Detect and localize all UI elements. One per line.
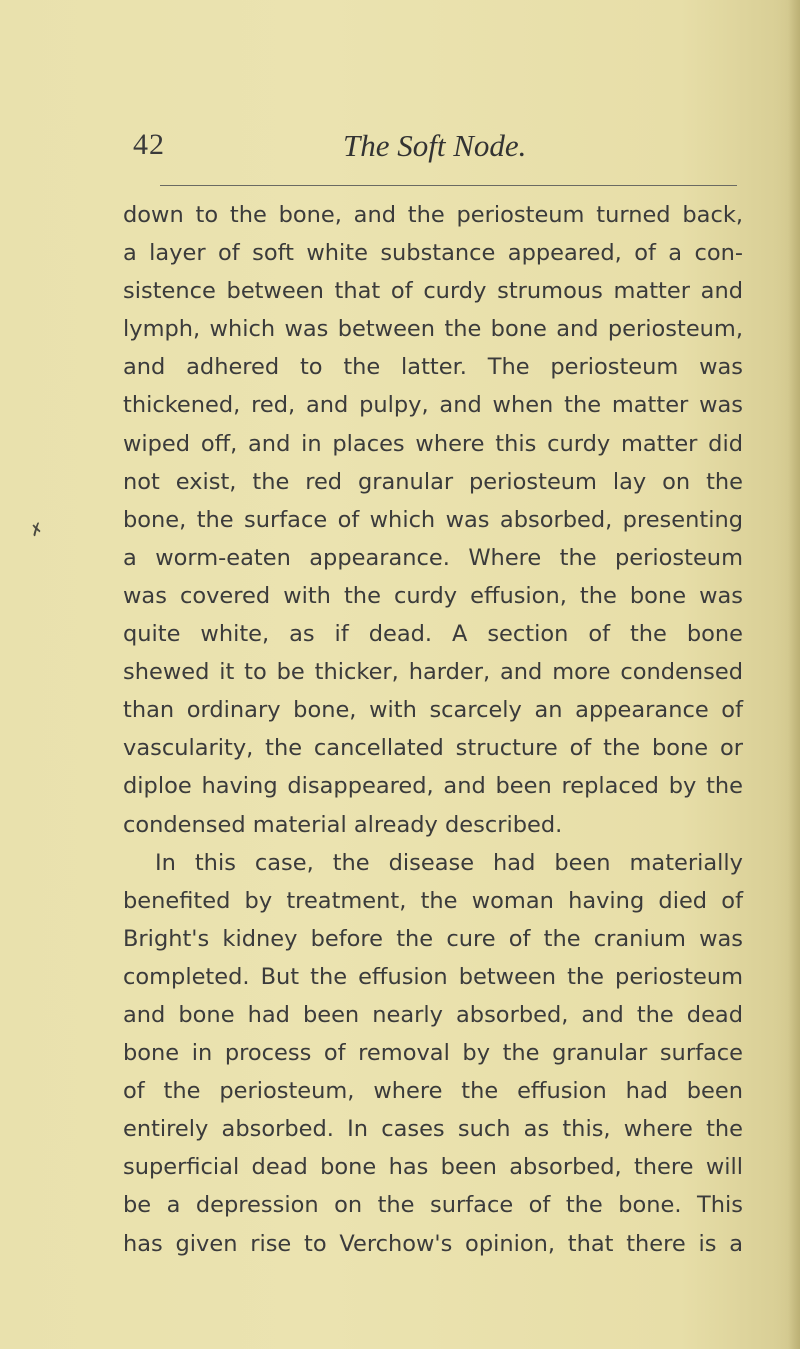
text-line: condensed material already described.	[123, 811, 563, 838]
text-line: vascularity, the cancellated structure of the bone or	[123, 735, 743, 762]
text-line: not exist, the red granular periosteum lay on the	[123, 468, 743, 495]
running-title: The Soft Node.	[343, 128, 527, 163]
margin-mark: ✗	[27, 518, 47, 541]
text-line: was covered with the curdy effusion, the bone was	[123, 582, 743, 609]
text-line: bone, the surface of which was absorbed, presenting	[123, 506, 743, 533]
text-line: and adhered to the latter. The periosteum was	[123, 354, 743, 381]
text-line: a layer of soft white substance appeared, of a con-	[123, 240, 743, 267]
page-number: 42	[133, 128, 165, 161]
text-line: wiped off, and in places where this curdy matter did	[123, 430, 743, 457]
text-line: has given rise to Verchow's opinion, that there is a	[123, 1230, 743, 1257]
header-rule	[160, 185, 737, 186]
text-line: than ordinary bone, with scarcely an appearance of	[123, 697, 743, 724]
text-line: Bright's kidney before the cure of the cranium was	[123, 925, 743, 952]
text-line: completed. But the effusion between the periosteum	[123, 963, 743, 990]
text-line: of the periosteum, where the effusion had been	[123, 1078, 743, 1105]
text-line: lymph, which was between the bone and periosteum,	[123, 316, 743, 343]
text-line: and bone had been nearly absorbed, and the dead	[123, 1001, 743, 1028]
text-line: sistence between that of curdy strumous matter and	[123, 278, 743, 305]
text-line: quite white, as if dead. A section of the bone	[123, 621, 743, 648]
text-line: diploe having disappeared, and been replaced by the	[123, 773, 743, 800]
text-line: bone in process of removal by the granular surface	[123, 1040, 743, 1067]
body-text	[123, 196, 743, 1263]
text-line: thickened, red, and pulpy, and when the matter was	[123, 392, 743, 419]
text-line: a worm-eaten appearance. Where the periosteum	[123, 544, 743, 571]
text-line: benefited by treatment, the woman having died of	[123, 887, 743, 914]
text-line: be a depression on the surface of the bone. This	[123, 1192, 743, 1219]
text-line: superficial dead bone has been absorbed, there will	[123, 1154, 743, 1181]
text-line: entirely absorbed. In cases such as this, where the	[123, 1116, 743, 1143]
page-edge-shadow	[788, 0, 800, 1349]
text-line: In this case, the disease had been materially	[155, 849, 743, 876]
page-header	[0, 124, 800, 174]
text-line: shewed it to be thicker, harder, and more condensed	[123, 659, 743, 686]
text-line: down to the bone, and the periosteum turned back,	[123, 202, 743, 228]
